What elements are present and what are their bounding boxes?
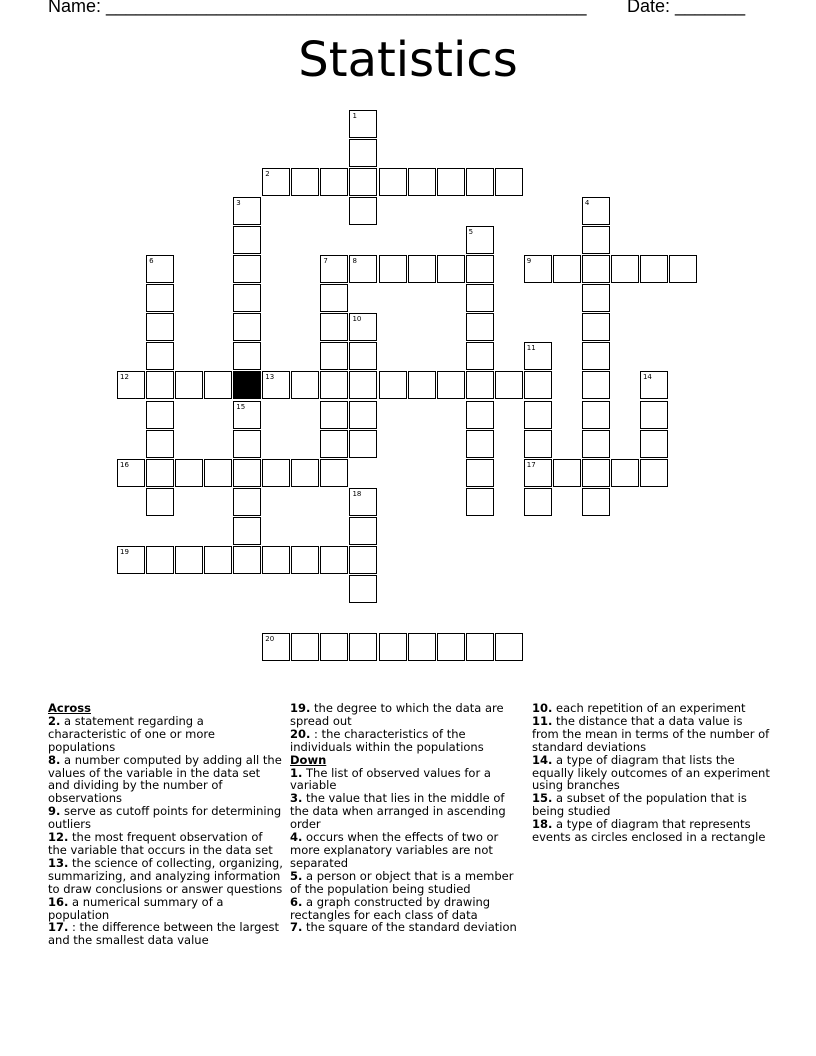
- grid-cell[interactable]: [349, 139, 377, 167]
- grid-cell[interactable]: [582, 313, 610, 341]
- grid-cell[interactable]: [408, 633, 436, 661]
- grid-cell[interactable]: [349, 110, 377, 138]
- grid-cell[interactable]: [466, 342, 494, 370]
- clue-item: [48, 715, 284, 754]
- clue-number-17: 17: [526, 460, 536, 469]
- grid-cell[interactable]: [437, 371, 465, 399]
- clue-number-9: 9: [526, 257, 532, 266]
- grid-cell[interactable]: [349, 546, 377, 574]
- clue-item: [290, 728, 522, 754]
- grid-cell[interactable]: [379, 633, 407, 661]
- clue-number-8: 8: [352, 257, 357, 266]
- grid-cell[interactable]: [320, 371, 348, 399]
- grid-cell[interactable]: [466, 633, 494, 661]
- grid-cell[interactable]: [582, 401, 610, 429]
- grid-cell[interactable]: [320, 284, 348, 312]
- grid-cell[interactable]: [408, 168, 436, 196]
- grid-cell[interactable]: [233, 197, 261, 225]
- grid-cell[interactable]: [349, 371, 377, 399]
- grid-cell[interactable]: [466, 255, 494, 283]
- grid-cell[interactable]: [146, 371, 174, 399]
- clue-item: [532, 754, 772, 793]
- grid-cell[interactable]: [349, 197, 377, 225]
- grid-cell[interactable]: [349, 488, 377, 516]
- clue-item: [290, 896, 522, 922]
- grid-cell[interactable]: [204, 459, 232, 487]
- clue-item-number: 11.: [532, 713, 553, 728]
- grid-cell[interactable]: [640, 255, 668, 283]
- grid-cell[interactable]: [524, 342, 552, 370]
- clue-item-text: the square of the standard deviation: [302, 920, 517, 935]
- grid-cell[interactable]: [582, 255, 610, 283]
- clue-item-text: occurs when the effects of two or more explanatory variables are not separated: [290, 830, 499, 870]
- grid-cell[interactable]: [291, 546, 319, 574]
- grid-cell[interactable]: [640, 430, 668, 458]
- grid-cell[interactable]: [320, 168, 348, 196]
- clue-number-20: 20: [265, 634, 275, 643]
- grid-cell[interactable]: [408, 255, 436, 283]
- grid-cell[interactable]: [262, 546, 290, 574]
- clue-item-number: 20.: [290, 726, 311, 741]
- grid-cell[interactable]: [466, 488, 494, 516]
- clue-item-text: a numerical summary of a population: [48, 894, 224, 922]
- clue-item-text: the distance that a data value is from the mean in terms of the number of standard deviations: [532, 713, 770, 754]
- clue-item-text: : the characteristics of the individuals within the populations: [290, 726, 484, 754]
- clue-number-15: 15: [236, 402, 246, 411]
- grid-cell[interactable]: [146, 459, 174, 487]
- grid-cell[interactable]: [291, 633, 319, 661]
- grid-cell[interactable]: [233, 255, 261, 283]
- grid-cell[interactable]: [320, 459, 348, 487]
- grid-cell[interactable]: [466, 401, 494, 429]
- grid-cell[interactable]: [262, 371, 290, 399]
- grid-cell[interactable]: [524, 459, 552, 487]
- clue-number-2: 2: [265, 170, 270, 179]
- grid-cell[interactable]: [524, 255, 552, 283]
- clue-number-7: 7: [323, 257, 328, 266]
- grid-cell[interactable]: [466, 168, 494, 196]
- date-field-label: Date: _______: [627, 0, 746, 16]
- grid-cell[interactable]: [466, 313, 494, 341]
- grid-cell[interactable]: [349, 401, 377, 429]
- grid-cell[interactable]: [262, 633, 290, 661]
- grid-cell[interactable]: [117, 459, 145, 487]
- grid-cell[interactable]: [582, 197, 610, 225]
- clue-item: [48, 754, 284, 806]
- clue-item-number: 19.: [290, 701, 311, 715]
- clue-item: [532, 792, 772, 818]
- clue-item-number: 10.: [532, 701, 553, 715]
- grid-cell[interactable]: [146, 313, 174, 341]
- clue-number-16: 16: [120, 460, 129, 469]
- grid-cell[interactable]: [320, 401, 348, 429]
- grid-cell[interactable]: [233, 371, 261, 399]
- grid-cell[interactable]: [437, 255, 465, 283]
- clue-number-14: 14: [642, 373, 652, 382]
- grid-cell[interactable]: [437, 168, 465, 196]
- grid-cell[interactable]: [611, 459, 639, 487]
- name-field-label: Name: ________________________________________________: [48, 0, 587, 16]
- grid-cell[interactable]: [524, 401, 552, 429]
- clue-item-number: 8.: [48, 752, 61, 767]
- grid-cell[interactable]: [349, 342, 377, 370]
- grid-cell[interactable]: [669, 255, 697, 283]
- grid-cell[interactable]: [233, 401, 261, 429]
- grid-cell[interactable]: [640, 371, 668, 399]
- clue-number-13: 13: [265, 373, 275, 382]
- grid-cell[interactable]: [146, 401, 174, 429]
- clue-number-3: 3: [236, 199, 241, 208]
- grid-cell[interactable]: [320, 430, 348, 458]
- clue-item-text: the science of collecting, organizing, summarizing, and analyzing information to draw conclusions or answer questions: [48, 855, 283, 896]
- grid-cell[interactable]: [437, 633, 465, 661]
- clue-item-number: 3.: [290, 791, 303, 806]
- clue-item-text: a number computed by adding all the values of the variable in the data set and dividing by the number of observations: [48, 752, 282, 806]
- clue-item-number: 12.: [48, 830, 69, 845]
- clue-item-number: 4.: [290, 830, 303, 845]
- grid-cell[interactable]: [320, 313, 348, 341]
- clue-number-18: 18: [352, 489, 362, 498]
- clues-column-1: [48, 702, 284, 947]
- clue-item-text: : the difference between the largest and the smallest data value: [48, 920, 280, 948]
- grid-cell[interactable]: [320, 342, 348, 370]
- grid-cell[interactable]: [582, 371, 610, 399]
- clue-item: [48, 921, 284, 947]
- grid-cell[interactable]: [582, 284, 610, 312]
- grid-cell[interactable]: [466, 371, 494, 399]
- clue-item: [290, 870, 522, 896]
- grid-cell[interactable]: [175, 546, 203, 574]
- grid-cell[interactable]: [349, 168, 377, 196]
- grid-cell[interactable]: [146, 430, 174, 458]
- grid-cell[interactable]: [524, 488, 552, 516]
- clue-item: [48, 805, 284, 831]
- grid-cell[interactable]: [379, 168, 407, 196]
- grid-cell[interactable]: [349, 517, 377, 545]
- clue-item: [532, 715, 772, 754]
- clue-item-number: 13.: [48, 855, 69, 870]
- grid-cell[interactable]: [233, 517, 261, 545]
- clue-item-text: the most frequent observation of the variable that occurs in the data set: [48, 830, 273, 857]
- clue-number-10: 10: [352, 315, 362, 324]
- clue-item-text: a type of diagram that lists the equally likely outcomes of an experiment using branches: [532, 752, 770, 793]
- grid-cell[interactable]: [146, 255, 174, 283]
- clue-item-text: a statement regarding a characteristic of one or more populations: [48, 713, 215, 754]
- clue-item: [532, 818, 772, 844]
- grid-cell[interactable]: [582, 459, 610, 487]
- grid-cell[interactable]: [524, 371, 552, 399]
- grid-cell[interactable]: [640, 401, 668, 429]
- clue-number-4: 4: [584, 199, 590, 208]
- clue-item: [290, 767, 522, 793]
- grid-cell[interactable]: [495, 633, 523, 661]
- clue-number-11: 11: [526, 344, 536, 353]
- grid-cell[interactable]: [640, 459, 668, 487]
- clue-item-number: 15.: [532, 791, 553, 806]
- grid-cell[interactable]: [582, 488, 610, 516]
- grid-cell[interactable]: [349, 430, 377, 458]
- grid-cell[interactable]: [146, 284, 174, 312]
- clue-item-number: 7.: [290, 920, 303, 935]
- down-heading: Down: [290, 752, 327, 767]
- clue-item: [290, 921, 522, 934]
- grid-cell[interactable]: [146, 488, 174, 516]
- grid-cell[interactable]: [146, 546, 174, 574]
- clues-column-2: [290, 702, 522, 934]
- grid-cell[interactable]: [349, 633, 377, 661]
- grid-cell[interactable]: [582, 226, 610, 254]
- grid-cell[interactable]: [349, 575, 377, 603]
- grid-cell[interactable]: [408, 371, 436, 399]
- clue-item-number: 17.: [48, 920, 69, 935]
- grid-cell[interactable]: [204, 371, 232, 399]
- grid-cell[interactable]: [553, 459, 581, 487]
- grid-cell[interactable]: [204, 546, 232, 574]
- clue-item-number: 5.: [290, 868, 303, 883]
- clue-item-text: each repetition of an experiment: [552, 701, 746, 715]
- page-title: Statistics: [298, 32, 518, 88]
- grid-cell[interactable]: [582, 430, 610, 458]
- grid-cell[interactable]: [233, 313, 261, 341]
- grid-cell[interactable]: [175, 371, 203, 399]
- clue-item-text: serve as cutoff points for determining outliers: [48, 804, 282, 832]
- clue-item: [48, 857, 284, 896]
- clue-item-number: 16.: [48, 894, 69, 909]
- grid-cell[interactable]: [495, 168, 523, 196]
- clue-item-text: the value that lies in the middle of the data when arranged in ascending order: [290, 791, 506, 832]
- grid-cell[interactable]: [379, 255, 407, 283]
- grid-cell[interactable]: [466, 284, 494, 312]
- grid-cell[interactable]: [233, 342, 261, 370]
- clue-item-number: 6.: [290, 894, 303, 909]
- grid-cell[interactable]: [291, 371, 319, 399]
- clue-item-number: 9.: [48, 804, 61, 819]
- clue-number-5: 5: [468, 228, 474, 237]
- grid-cell[interactable]: [466, 430, 494, 458]
- clue-item-text: a graph constructed by drawing rectangles for each class of data: [290, 894, 491, 922]
- grid-cell[interactable]: [262, 168, 290, 196]
- clue-item-text: The list of observed values for a variable: [290, 765, 491, 793]
- clue-item-text: a person or object that is a member of the population being studied: [290, 868, 514, 896]
- grid-cell[interactable]: [379, 371, 407, 399]
- grid-cell[interactable]: [553, 255, 581, 283]
- clue-item-number: 18.: [532, 817, 553, 832]
- clue-item-text: the degree to which the data are spread out: [290, 701, 504, 728]
- grid-cell[interactable]: [233, 459, 261, 487]
- grid-cell[interactable]: [233, 546, 261, 574]
- grid-cell[interactable]: [349, 255, 377, 283]
- grid-cell[interactable]: [233, 488, 261, 516]
- grid-cell[interactable]: [611, 255, 639, 283]
- clue-number-12: 12: [120, 373, 129, 382]
- grid-cell[interactable]: [582, 342, 610, 370]
- grid-cell[interactable]: [262, 459, 290, 487]
- grid-cell[interactable]: [117, 546, 145, 574]
- clue-item-number: 1.: [290, 765, 303, 780]
- clue-item-number: 14.: [532, 752, 553, 767]
- grid-cell[interactable]: [233, 284, 261, 312]
- clues-column-3: [532, 702, 772, 844]
- grid-cell[interactable]: [320, 633, 348, 661]
- clue-item-number: 2.: [48, 713, 61, 728]
- grid-cell[interactable]: [466, 459, 494, 487]
- clue-item: [290, 831, 522, 870]
- grid-cell[interactable]: [524, 430, 552, 458]
- grid-cell[interactable]: [495, 371, 523, 399]
- clue-number-6: 6: [149, 257, 154, 266]
- grid-cell[interactable]: [291, 459, 319, 487]
- clue-number-1: 1: [352, 112, 357, 120]
- grid-cell[interactable]: [466, 226, 494, 254]
- grid-cell[interactable]: [349, 313, 377, 341]
- grid-cell[interactable]: [146, 342, 174, 370]
- clue-number-19: 19: [120, 547, 129, 556]
- clue-item: [290, 702, 522, 728]
- grid-cell[interactable]: [233, 226, 261, 254]
- grid-cell[interactable]: [291, 168, 319, 196]
- grid-cell[interactable]: [233, 430, 261, 458]
- clue-item: [48, 831, 284, 857]
- across-heading: Across: [48, 701, 91, 715]
- clue-item: [48, 896, 284, 922]
- grid-cell[interactable]: [320, 546, 348, 574]
- clue-item-text: a type of diagram that represents events as circles enclosed in a rectangle: [532, 817, 766, 845]
- grid-cell[interactable]: [117, 371, 145, 399]
- grid-cell[interactable]: [175, 459, 203, 487]
- clue-item: [290, 792, 522, 831]
- grid-cell[interactable]: [320, 255, 348, 283]
- clue-item-text: a subset of the population that is being studied: [532, 791, 747, 819]
